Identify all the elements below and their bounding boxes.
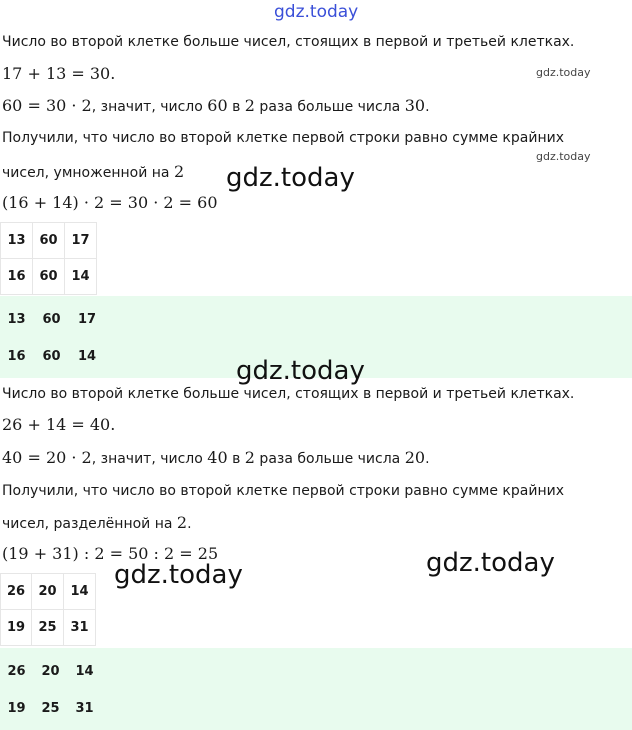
grid-cell: 60 — [33, 259, 65, 295]
part2-eq2-mid: в — [227, 451, 245, 467]
table-row — [1, 574, 96, 610]
part2-eq2-n1: 40 — [207, 448, 228, 467]
grid-cell: 13 — [7, 311, 26, 327]
table-row — [1, 223, 97, 259]
part1-grid-shaded — [0, 300, 104, 375]
part1-line5 — [2, 162, 184, 181]
part1-eq2-end: раза больше числа — [254, 99, 405, 115]
grid-cell: 14 — [65, 259, 97, 295]
part1-line4: Получили, что число во второй клетке первой строки равно сумме крайних — [2, 130, 564, 146]
grid-cell: 31 — [64, 610, 96, 646]
watermark-large-3: gdz.today — [114, 560, 243, 590]
grid-cell: 26 — [1, 574, 32, 610]
grid-cell: 26 — [7, 663, 26, 679]
grid-cell: 31 — [75, 700, 94, 716]
table-row — [1, 690, 101, 727]
part1-eq2-dot: . — [425, 99, 430, 115]
grid-cell: 17 — [77, 311, 97, 327]
table-row — [1, 301, 104, 338]
part2-eq1: 26 + 14 = 40. — [2, 415, 116, 434]
table-row — [1, 653, 101, 690]
part2-eq2-text: , значит, число — [91, 451, 208, 467]
grid-cell: 20 — [41, 663, 60, 679]
grid-cell: 25 — [32, 610, 64, 646]
grid-cell: 60 — [42, 348, 61, 364]
part1-grid-plain — [0, 222, 97, 295]
part1-eq1: 17 + 13 = 30. — [2, 64, 116, 83]
grid-cell: 20 — [32, 574, 64, 610]
part2-grid-plain — [0, 573, 96, 646]
grid-cell: 14 — [64, 574, 96, 610]
part2-eq2-dot: . — [425, 451, 430, 467]
part1-line5-text: чисел, умноженной на — [2, 165, 174, 181]
watermark-small-1: gdz.today — [536, 66, 591, 79]
part1-eq2-math: 60 = 30 · 2 — [2, 96, 92, 115]
grid-cell: 17 — [65, 223, 97, 259]
grid-cell: 19 — [1, 610, 32, 646]
grid-cell: 16 — [1, 259, 33, 295]
part2-eq2-n3: 20 — [404, 448, 426, 467]
part1-eq2-mid: в — [227, 99, 245, 115]
part2-line5-n: 2 — [176, 513, 188, 532]
grid-cell: 14 — [77, 348, 97, 364]
table-row — [1, 259, 97, 295]
part1-eq2-text: , значит, число — [91, 99, 208, 115]
part2-grid-shaded — [0, 652, 101, 727]
table-row — [1, 338, 104, 375]
part1-line3 — [2, 96, 430, 115]
part2-eq2-end: раза больше числа — [254, 451, 405, 467]
part2-line5-text: чисел, разделённой на — [2, 516, 177, 532]
watermark-top: gdz.today — [274, 2, 359, 22]
part1-eq2-n1: 60 — [207, 96, 228, 115]
part1-eq2-n3: 30 — [404, 96, 426, 115]
grid-cell: 14 — [75, 663, 94, 679]
part1-line5-n: 2 — [173, 162, 185, 181]
grid-cell: 16 — [7, 348, 26, 364]
part2-eq3: (19 + 31) : 2 = 50 : 2 = 25 — [2, 544, 219, 563]
watermark-large-2: gdz.today — [236, 356, 365, 386]
part1-line1: Число во второй клетке больше чисел, стоящих в первой и третьей клетках. — [2, 34, 575, 50]
part2-line4: Получили, что число во второй клетке первой строки равно сумме крайних — [2, 483, 564, 499]
watermark-small-2: gdz.today — [536, 150, 591, 163]
table-row — [1, 610, 96, 646]
part2-line3 — [2, 448, 430, 467]
part2-line5-dot: . — [187, 516, 192, 532]
grid-cell: 19 — [7, 700, 26, 716]
part2-line1: Число во второй клетке больше чисел, стоящих в первой и третьей клетках. — [2, 386, 575, 402]
grid-cell: 25 — [41, 700, 60, 716]
part2-eq2-n2: 2 — [244, 448, 255, 467]
watermark-large-4: gdz.today — [426, 548, 555, 578]
grid-cell: 60 — [33, 223, 65, 259]
watermark-large-1: gdz.today — [226, 163, 355, 193]
grid-cell: 13 — [1, 223, 33, 259]
part2-eq2-math: 40 = 20 · 2 — [2, 448, 92, 467]
grid-cell: 60 — [42, 311, 61, 327]
part2-line5 — [2, 513, 192, 532]
part1-eq2-n2: 2 — [244, 96, 255, 115]
part1-eq3: (16 + 14) · 2 = 30 · 2 = 60 — [2, 193, 218, 212]
